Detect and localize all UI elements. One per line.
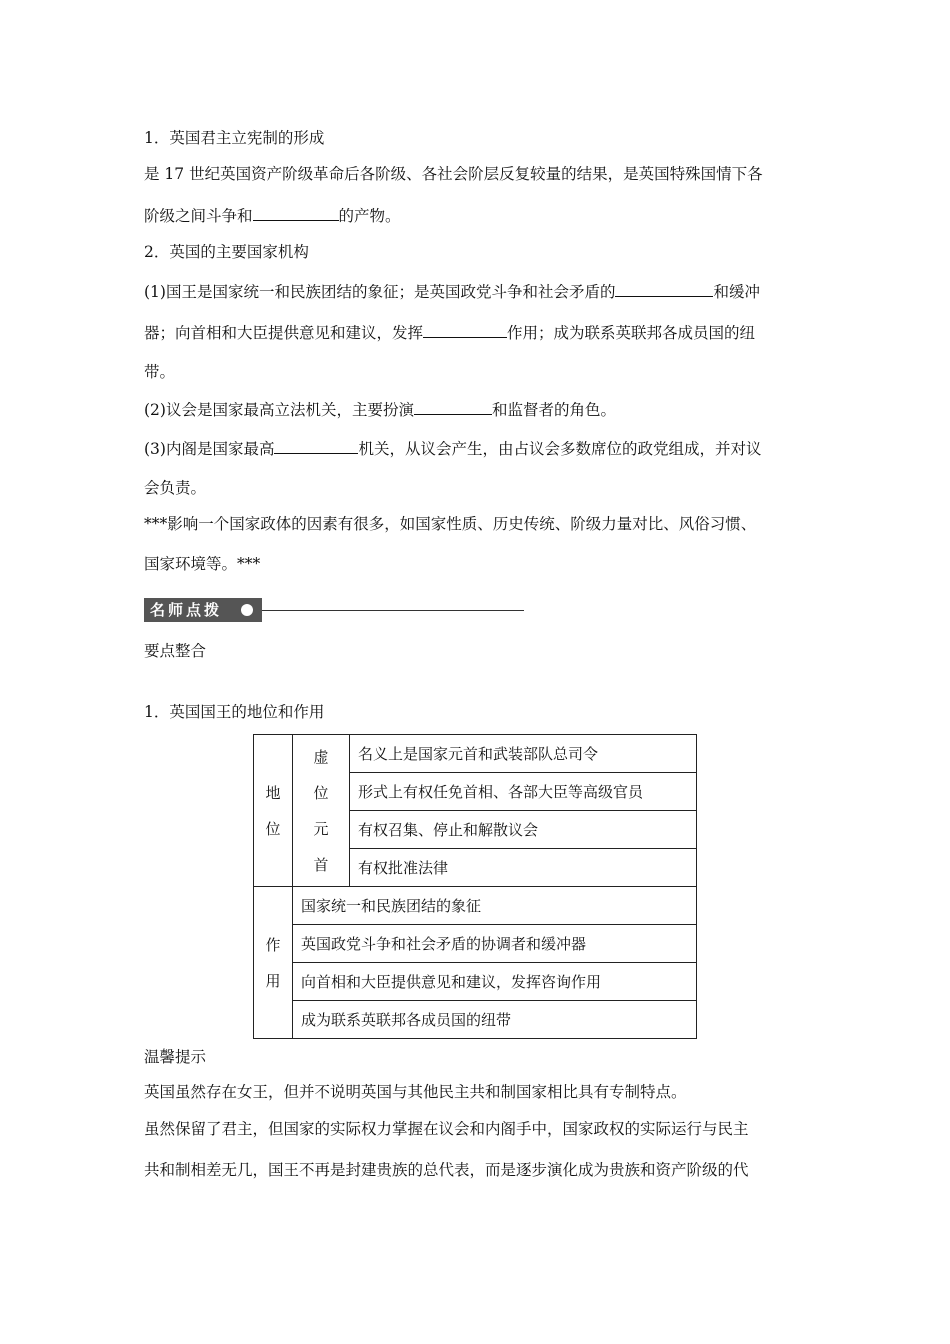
parliament-text-b: 和监督者的角色。 [491, 401, 616, 419]
blank-5 [274, 437, 358, 454]
section1-line2-end: 的产物。 [338, 207, 401, 225]
section2-p3-line1 [144, 437, 761, 459]
king-text-d: 作用；成为联系英联邦各成员国的纽 [507, 324, 756, 342]
king-text-b: 和缓冲 [713, 283, 760, 301]
section1-line1: 是 17 世纪英国资产阶级革命后各阶级、各社会阶层反复较量的结果，是英国特殊国情下各 [144, 165, 763, 183]
role-row-cell: 向首相和大臣提供意见和建议，发挥咨询作用 [293, 963, 697, 1001]
nominal-label-char: 元 [313, 819, 329, 838]
role-label-char: 作 [265, 935, 281, 954]
key-points-heading: 要点整合 [144, 642, 207, 660]
king-text-a: (1)国王是国家统一和民族团结的象征；是英国政党斗争和社会矛盾的 [144, 283, 616, 301]
tip-line3: 共和制相差无几，国王不再是封建贵族的总代表，而是逐步演化成为贵族和资产阶级的代 [144, 1161, 749, 1179]
role-row-cell: 英国政党斗争和社会矛盾的协调者和缓冲器 [293, 925, 697, 963]
role-row-cell: 成为联系英联邦各成员国的纽带 [293, 1001, 697, 1039]
blank-1 [253, 204, 339, 221]
nominal-label-char: 首 [313, 855, 329, 874]
tip-line2: 虽然保留了君主，但国家的实际权力掌握在议会和内阁手中，国家政权的实际运行与民主 [144, 1120, 749, 1138]
banner-rule [262, 610, 524, 611]
king-text-c: 器；向首相和大臣提供意见和建议，发挥 [144, 324, 424, 342]
cabinet-text-a: (3)内阁是国家最高 [144, 440, 275, 458]
parliament-text-a: (2)议会是国家最高立法机关，主要扮演 [144, 401, 414, 419]
cabinet-text-b: 机关，从议会产生，由占议会多数席位的政党组成，并对议 [358, 440, 762, 458]
table-row [254, 963, 697, 1001]
banner-label: 名师点拨 [144, 598, 262, 622]
table-row [254, 925, 697, 963]
section1-line2 [144, 204, 401, 226]
king-role-table [253, 734, 697, 1039]
key-points-item1-title: 1．英国国王的地位和作用 [144, 703, 325, 721]
section2-p1-line3: 带。 [144, 363, 176, 381]
note-line2: 国家环境等。*** [144, 555, 261, 573]
role-label-cell [254, 887, 293, 1039]
tip-line1: 英国虽然存在女王，但并不说明英国与其他民主共和制国家相比具有专制特点。 [144, 1083, 687, 1101]
nominal-label-char: 虚 [313, 747, 329, 766]
section2-p1-line2 [144, 321, 755, 343]
section2-title: 2．英国的主要国家机构 [144, 243, 309, 261]
table-row [254, 887, 697, 925]
tip-heading: 温馨提示 [144, 1048, 207, 1066]
status-row-cell: 有权召集、停止和解散议会 [350, 811, 697, 849]
blank-4 [414, 398, 492, 415]
nominal-label-char: 位 [313, 783, 329, 802]
status-label-char: 位 [265, 819, 281, 838]
blank-2 [615, 280, 713, 297]
status-label-cell [254, 735, 293, 887]
section2-p1-line1 [144, 280, 760, 302]
banner-dot-icon [241, 604, 253, 616]
table-row [254, 1001, 697, 1039]
role-row-cell: 国家统一和民族团结的象征 [293, 887, 697, 925]
nominal-label-cell [293, 735, 350, 887]
section2-p2 [144, 398, 616, 420]
role-label-char: 用 [265, 971, 281, 990]
status-row-cell: 有权批准法律 [350, 849, 697, 887]
table-row [254, 735, 697, 773]
status-row-cell: 名义上是国家元首和武装部队总司令 [350, 735, 697, 773]
status-label-char: 地 [265, 783, 281, 802]
note-line1: ***影响一个国家政体的因素有很多，如国家性质、历史传统、阶级力量对比、风俗习惯、 [144, 515, 757, 533]
blank-3 [423, 321, 507, 338]
section2-p3-line2: 会负责。 [144, 479, 207, 497]
status-row-cell: 形式上有权任免首相、各部大臣等高级官员 [350, 773, 697, 811]
section1-line2-start: 阶级之间斗争和 [144, 207, 253, 225]
section1-title: 1．英国君主立宪制的形成 [144, 129, 325, 147]
